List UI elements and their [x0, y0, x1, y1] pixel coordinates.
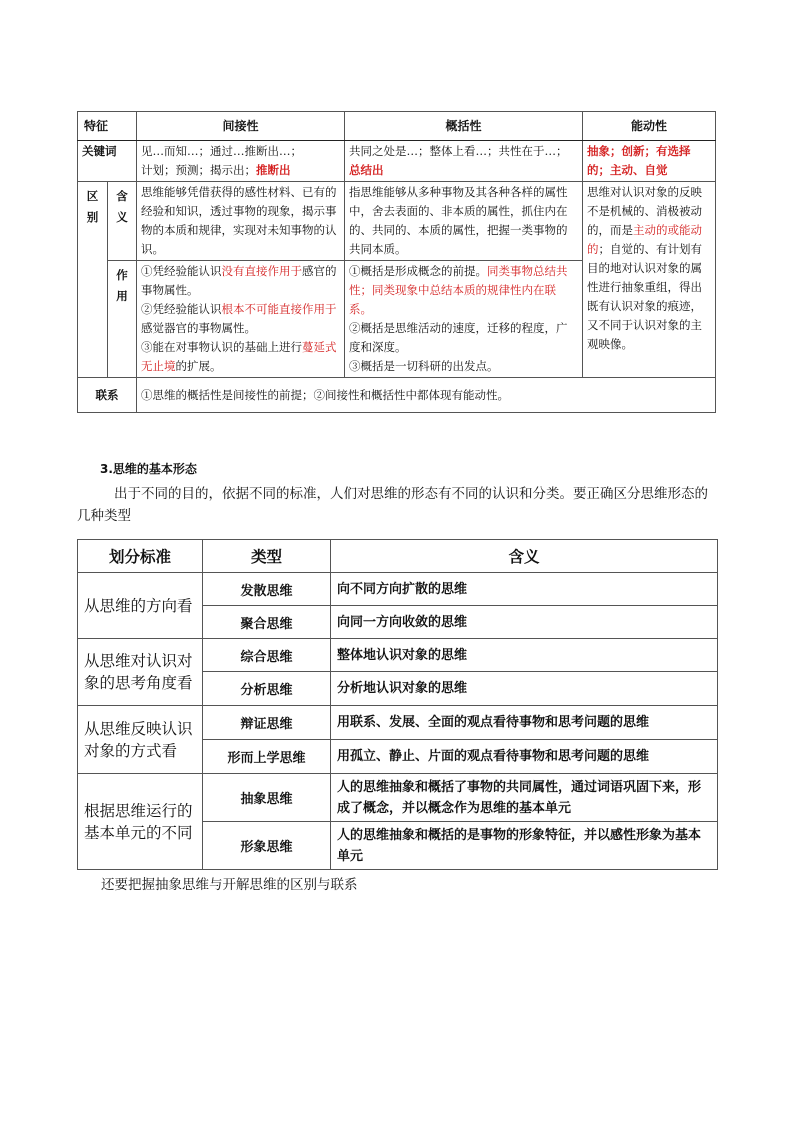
type-cell: 分析思维 — [203, 672, 331, 706]
meaning-cell: 人的思维抽象和概括的是事物的形象特征，并以感性形象为基本单元 — [331, 822, 718, 870]
keywords-label: 关键词 — [78, 141, 137, 182]
type-cell: 辩证思维 — [203, 706, 331, 740]
relation-label: 联系 — [78, 378, 137, 413]
meaning-cell: 用联系、发展、全面的观点看待事物和思考问题的思维 — [331, 706, 718, 740]
meaning-cell: 向不同方向扩散的思维 — [331, 573, 718, 606]
relation-text: ①思维的概括性是间接性的前提；②间接性和概括性中都体现有能动性。 — [137, 378, 716, 413]
fi1-a: ①凭经验能认识 — [141, 264, 222, 278]
meaning-label-1: 含 — [116, 189, 128, 203]
section-heading: 3.思维的基本形态 — [100, 462, 197, 476]
relation-row — [78, 378, 716, 413]
fg1-red: 同类事物总结共性；同类现象中总结本质的规律性内在联系。 — [349, 264, 568, 316]
fg1-a: ①概括是形成概念的前提。 — [349, 264, 488, 278]
keywords-indirect-line2: 计划；预测；揭示出； — [141, 163, 257, 177]
header-general: 概括性 — [345, 112, 583, 141]
fi2-b: 感觉器官的事物属性。 — [141, 321, 257, 335]
keywords-row — [78, 141, 716, 182]
meaning-active-text2: ；自觉的、有计划有目的地对认识对象的属性进行抽象重组，得出既有认识对象的痕迹，又不同于认识对象的主观映像。 — [587, 242, 703, 351]
keywords-active: 抽象；创新；有选择的；主动、自觉 — [583, 141, 716, 182]
standard-cell: 从思维的方向看 — [78, 573, 203, 639]
header-type: 类型 — [203, 540, 331, 573]
meaning-general: 指思维能够从多种事物及其各种各样的属性中，舍去表面的、非本质的属性，抓住内在的、共同的、本质的属性，把握一类事物的共同本质。 — [345, 182, 583, 261]
meaning-row — [78, 182, 716, 261]
header-standard: 划分标准 — [78, 540, 203, 573]
difference-label-2: 别 — [86, 210, 99, 224]
meaning-active-red: 主动的或能动的 — [587, 223, 703, 256]
header-indirect: 间接性 — [137, 112, 345, 141]
fi3-red: 蔓延式无止境 — [141, 340, 337, 373]
function-indirect-item2 — [141, 300, 340, 338]
meaning-cell: 向同一方向收敛的思维 — [331, 606, 718, 639]
header-feature: 特征 — [78, 112, 137, 141]
keywords-indirect-red: 推断出 — [256, 163, 291, 177]
meaning-cell: 分析地认识对象的思维 — [331, 672, 718, 706]
function-general-item3: ③概括是一切科研的出发点。 — [349, 359, 499, 373]
header-active: 能动性 — [583, 112, 716, 141]
table-row — [78, 706, 718, 740]
fi2-a: ②凭经验能认识 — [141, 302, 222, 316]
fi3-a: ③能在对事物认识的基础上进行 — [141, 340, 303, 354]
fi3-b: 的扩展。 — [175, 359, 222, 373]
intro-paragraph: 出于不同的目的，依据不同的标准，人们对思维的形态有不同的认识和分类。要正确区分思维形态的几种类型 — [77, 486, 708, 524]
function-indirect — [137, 261, 345, 378]
type-cell: 形象思维 — [203, 822, 331, 870]
difference-label — [78, 182, 108, 378]
keywords-general — [345, 141, 583, 182]
table2-header-row — [78, 540, 718, 573]
fi1-b: 感官的事物属性。 — [141, 264, 337, 297]
function-general-item1 — [349, 262, 578, 319]
keywords-indirect-line1: 见…而知…；通过…推断出…； — [141, 144, 303, 158]
function-indirect-item3 — [141, 338, 340, 376]
type-cell: 抽象思维 — [203, 774, 331, 822]
table-row — [78, 639, 718, 672]
type-cell: 综合思维 — [203, 639, 331, 672]
function-label — [108, 261, 137, 378]
table1-header-row — [78, 112, 716, 141]
meaning-cell: 用孤立、静止、片面的观点看待事物和思考问题的思维 — [331, 740, 718, 774]
keywords-general-red: 总结出 — [349, 163, 384, 177]
meaning-label-2: 义 — [116, 210, 128, 224]
function-label-1: 作 — [116, 268, 128, 282]
function-indirect-item1 — [141, 262, 340, 300]
type-cell: 聚合思维 — [203, 606, 331, 639]
standard-cell: 根据思维运行的基本单元的不同 — [78, 774, 203, 870]
table-row — [78, 573, 718, 606]
keywords-indirect — [137, 141, 345, 182]
function-general-item2: ②概括是思维活动的速度，迁移的程度，广度和深度。 — [349, 321, 568, 354]
type-cell: 发散思维 — [203, 573, 331, 606]
function-label-2: 用 — [116, 289, 128, 303]
closing-note: 还要把握抽象思维与开解思维的区别与联系 — [101, 877, 358, 893]
type-cell: 形而上学思维 — [203, 740, 331, 774]
header-meaning: 含义 — [331, 540, 718, 573]
fi2-red: 根本不可能直接作用于 — [221, 302, 337, 316]
characteristics-table — [77, 111, 716, 413]
fi1-red: 没有直接作用于 — [221, 264, 303, 278]
meaning-label — [108, 182, 137, 261]
meaning-active — [583, 182, 716, 378]
thinking-forms-table — [77, 539, 718, 870]
keywords-general-text: 共同之处是…；整体上看…；共性在于…； — [349, 144, 568, 158]
difference-label-1: 区 — [86, 189, 99, 203]
meaning-cell: 整体地认识对象的思维 — [331, 639, 718, 672]
standard-cell: 从思维反映认识对象的方式看 — [78, 706, 203, 774]
meaning-indirect: 思维能够凭借获得的感性材料、已有的经验和知识，透过事物的现象，揭示事物的本质和规律，实现对未知事物的认识。 — [137, 182, 345, 261]
meaning-cell: 人的思维抽象和概括了事物的共同属性，通过词语巩固下来，形成了概念，并以概念作为思维的基本单元 — [331, 774, 718, 822]
meaning-active-text1: 思维对认识对象的反映不是机械的、消极被动的，而是 — [587, 185, 703, 237]
table-row — [78, 774, 718, 822]
standard-cell: 从思维对认识对象的思考角度看 — [78, 639, 203, 706]
function-general — [345, 261, 583, 378]
